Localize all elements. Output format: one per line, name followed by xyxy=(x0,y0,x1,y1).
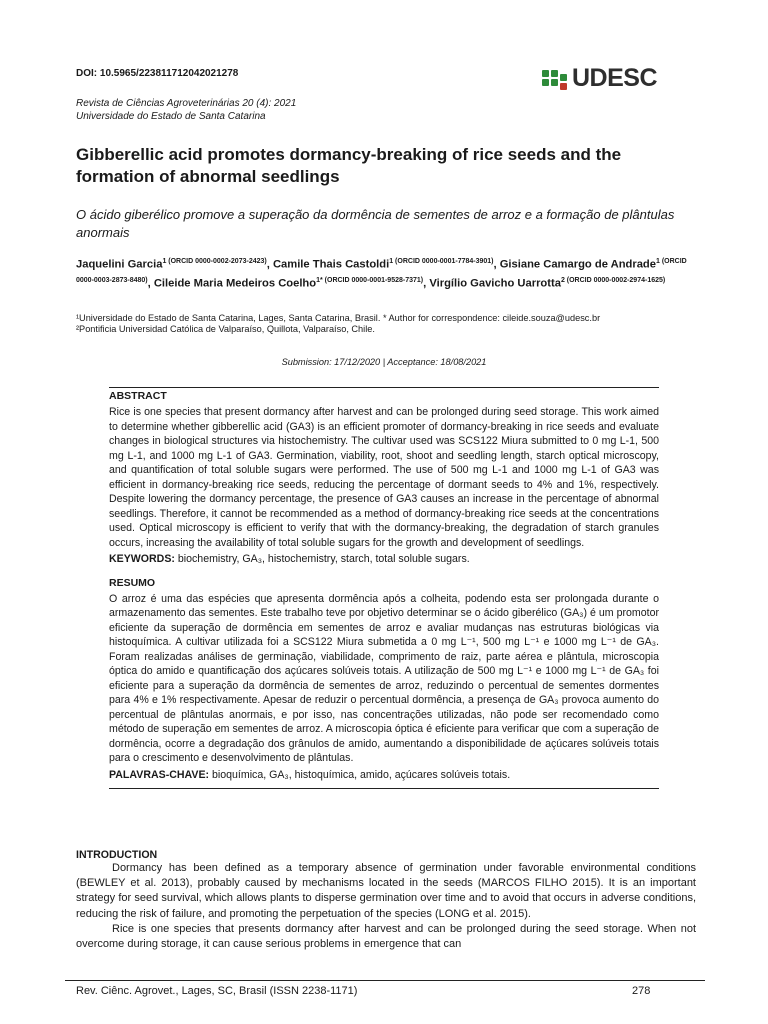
author-orcid[interactable]: 1 (ORCID 0000-0002-2073-2423) xyxy=(162,258,267,265)
resumo-heading: RESUMO xyxy=(109,576,156,589)
author-name: Jaquelini Garcia xyxy=(76,258,163,271)
journal-name: Revista de Ciências Agroveterinárias 20 (4): 2021 xyxy=(76,98,297,109)
affiliation-1: ¹Universidade do Estado de Santa Catarina, Lages, Santa Catarina, Brasil. * Author for correspondence: cileide.souza@udesc.br xyxy=(76,313,601,323)
affiliations xyxy=(76,313,696,335)
abstract-text: Rice is one species that present dormancy after harvest and can be prolonged during seed storage. This work aimed to determine whether gibberellic acid (GA3) is an efficient promoter of dormancy-breaking in rice seeds and evaluate changes in biological structures via histochemistry. The cultivar used was SCS122 Miura submitted to 0 mg L-1, 500 mg L-1, and 1000 mg L-1 of GA3. Germination, viability, root, shoot and seedling length, starch optical microscopy, and quantification of total soluble sugars were performed. The use of 500 mg L-1 and 1000 mg L-1 of GA3 was efficient in dormancy-breaking rice seeds, reducing the percentage of dormant seeds to 4% and 1%, respectively. Despite lowering the dormancy percentage, the presence of GA3 causes an increase in the percentage of abnormal seedlings. Therefore, it cannot be recommended as a method of dormancy-breaking rice seeds at the concentrations used. Optical microscopy is efficient to verify that with the dormancy-breaking, the degradation of starch granules occurs, increasing the availability of total soluble sugars for the growth and development of seedlings. xyxy=(109,406,659,549)
author-list xyxy=(76,254,696,291)
author-separator: , xyxy=(423,277,430,290)
article-title: Gibberellic acid promotes dormancy-breaking of rice seeds and the formation of abnormal seedlings xyxy=(76,145,622,186)
author-name: Virgílio Gavicho Uarrotta xyxy=(429,277,561,290)
introduction-paragraph: Dormancy has been defined as a temporary absence of germination under favorable environmental conditions (BEWLEY et al. 2013), probably caused by mechanisms located in the seeds (MARCOS FILHO 2015). It is an important strategy for seed survival, which allows plants to disperse germination over time and to avoid that occurs in adverse conditions, reducing the risk of failure, and promoting the perpetuation of the species (LONG et al. 2015). xyxy=(76,862,696,920)
abstract-keywords xyxy=(109,552,659,567)
journal-info xyxy=(76,97,296,123)
introduction-heading: INTRODUCTION xyxy=(76,849,158,861)
author-orcid[interactable]: 2 (ORCID 0000-0002-2974-1625) xyxy=(560,276,666,284)
introduction-section xyxy=(76,849,696,952)
udesc-logo-text: UDESC xyxy=(572,64,658,92)
author-separator: , xyxy=(266,258,273,271)
article-subtitle: O ácido giberélico promove a superação da dormência de sementes de arroz e a formação de plântulas anormais xyxy=(76,207,675,240)
journal-university: Universidade do Estado de Santa Catarina xyxy=(76,111,266,122)
keywords-list: biochemistry, GA₃, histochemistry, starch, total soluble sugars. xyxy=(174,553,470,565)
author-name: Camile Thais Castoldi xyxy=(272,258,390,271)
keywords-label: KEYWORDS: xyxy=(109,553,175,565)
resumo-keywords xyxy=(109,768,659,783)
affiliation-2: ²Pontificia Universidad Católica de Valparaíso, Quillota, Valparaíso, Chile. xyxy=(76,324,375,334)
palavras-chave-label: PALAVRAS-CHAVE: xyxy=(109,768,210,781)
footer-divider xyxy=(65,980,705,981)
author-separator: , xyxy=(147,277,154,290)
author-orcid[interactable]: 1 (ORCID 0000-0001-7784-3901) xyxy=(389,258,494,265)
abstract-heading: ABSTRACT xyxy=(109,390,167,402)
introduction-paragraph: Rice is one species that presents dormancy after harvest and can be prolonged during the seed storage. When not overcome during storage, it can cause serious problems in emergence that can xyxy=(76,922,696,951)
author-orcid[interactable]: 1* (ORCID 0000-0001-9528-7371) xyxy=(316,276,424,284)
author-separator: , xyxy=(493,258,500,271)
divider xyxy=(109,788,659,789)
resumo-text: O arroz é uma das espécies que apresenta dormência após a colheita, podendo esta ser prolongada durante o armazenamento das sementes. Este trabalho teve por objetivo determinar se o ácido giberélico (GA₃) é um promotor eficiente da superação de dormência em sementes de arroz e avaliar mudanças nas estruturas biológicas via histoquímica. A cultivar utilizada foi a SCS122 Miura submetida a 0 mg L⁻¹, 500 mg L⁻¹ e 1000 mg L⁻¹ de GA₃. Foram realizadas análises de germinação, viabilidade, comprimento de raiz, parte aérea e plântula, microscopia óptica do amido e quantificação dos açúcares solúveis totais. A utilização de 500 mg L⁻¹ e 1000 mg L⁻¹ de GA₃ foi eficiente para a superação da dormência de sementes de arroz, reduzindo o percentual de sementes dormentes para 4% e 1% respectivamente. Apesar de reduzir o percentual dormência, a presença de GA₃ provoca aumento do percentual de plântulas anormais, e por isso, nas concentrações utilizadas, não pode ser recomendado como método de superação em sementes de arroz. A microscopia óptica é eficiente para verificar que com a superação de dormência, ocorre a degradação dos grânulos de amido, aumentando a disponibilidade de açúcares solúveis totais para o crescimento e desenvolvimento de plântulas. xyxy=(109,592,659,764)
author-orcid[interactable]: 1 (ORCID 0000-0003-2873-8480) xyxy=(76,258,687,284)
palavras-chave-list: bioquímica, GA₃, histoquímica, amido, açúcares solúveis totais. xyxy=(209,768,511,781)
page-number: 278 xyxy=(632,985,651,997)
footer-citation: Rev. Ciênc. Agrovet., Lages, SC, Brasil (ISSN 2238-1171) xyxy=(76,985,358,997)
doi[interactable]: DOI: 10.5965/223811712042021278 xyxy=(76,68,239,79)
abstract-box xyxy=(109,387,659,789)
submission-dates: Submission: 17/12/2020 | Acceptance: 18/08/2021 xyxy=(281,357,487,367)
divider xyxy=(109,387,659,388)
author-name: Cileide Maria Medeiros Coelho xyxy=(153,277,317,290)
author-name: Gisiane Camargo de Andrade xyxy=(499,258,656,271)
